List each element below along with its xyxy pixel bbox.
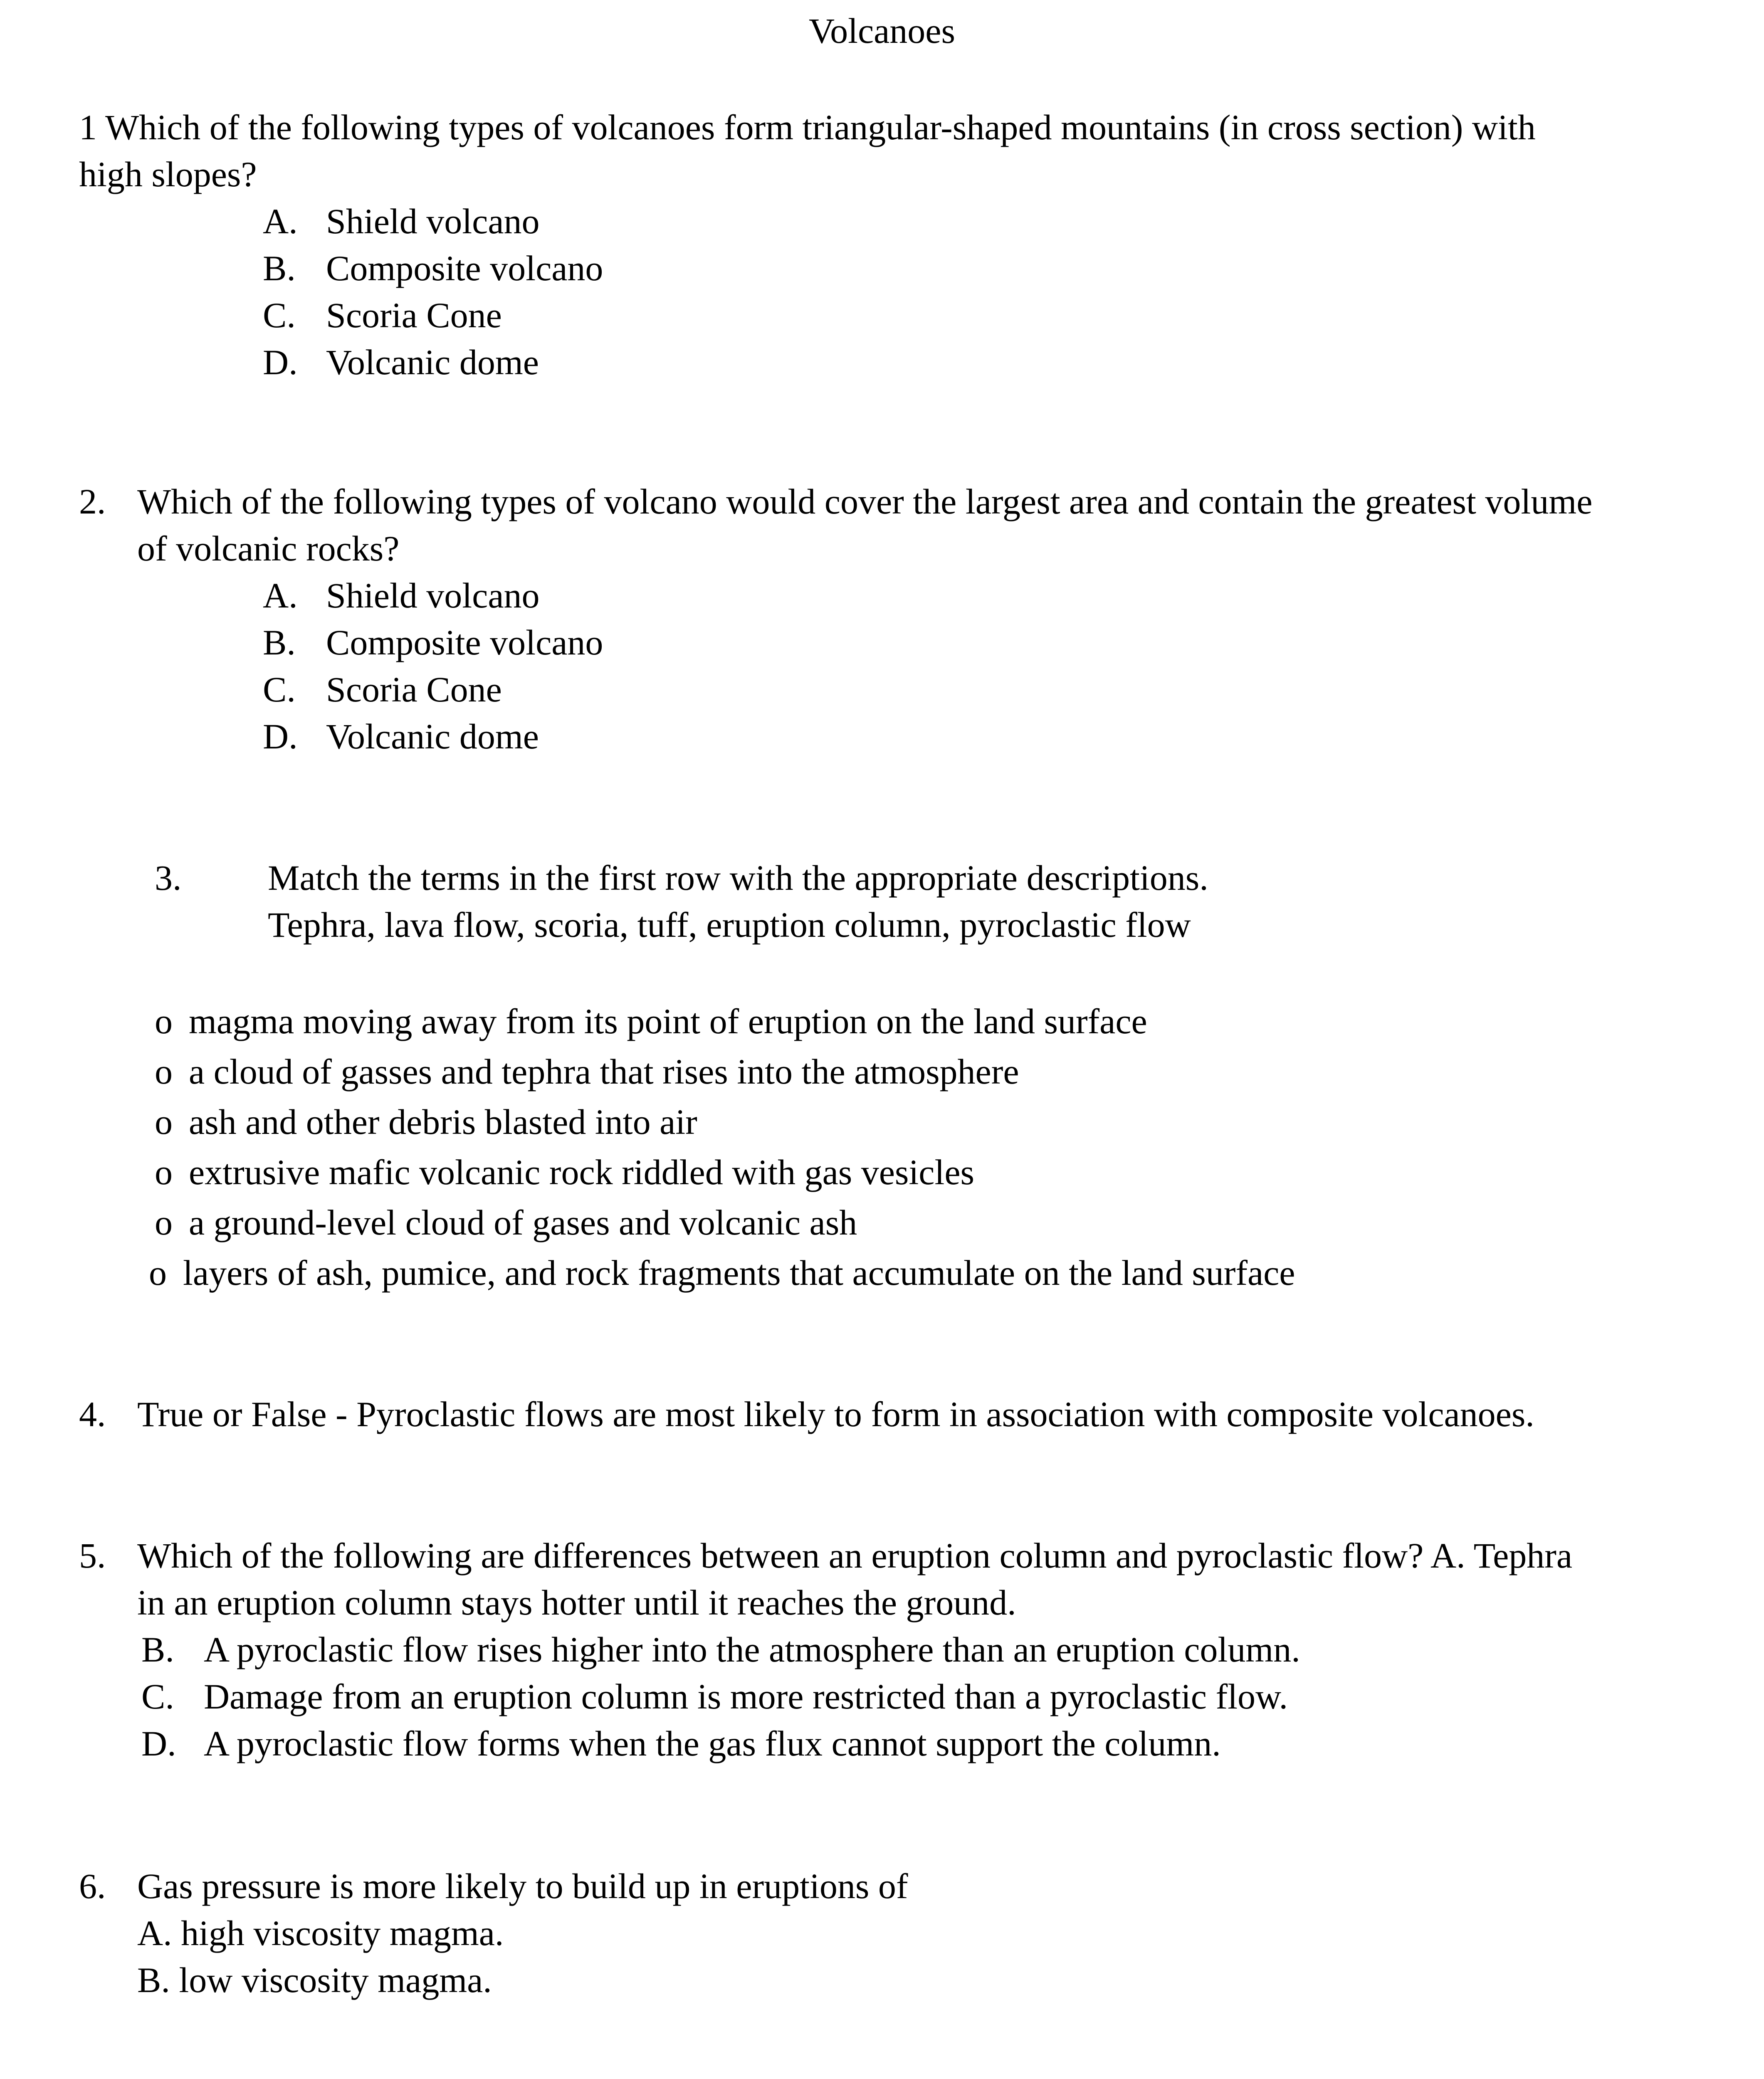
question-2-option-c (263, 666, 502, 713)
question-4-prompt (79, 1391, 1534, 1438)
option-text: A pyroclastic flow rises higher into the atmosphere than an eruption column. (204, 1630, 1300, 1669)
question-5-text: Which of the following are differences between an eruption column and pyroclastic flow? A. Tephra (137, 1536, 1573, 1575)
description-text: ash and other debris blasted into air (189, 1102, 697, 1142)
question-3-terms: Tephra, lava flow, scoria, tuff, eruption column, pyroclastic flow (268, 905, 1191, 945)
question-2-option-d (263, 713, 539, 760)
question-3-number: 3. (155, 858, 182, 898)
option-text: A pyroclastic flow forms when the gas flux cannot support the column. (204, 1723, 1221, 1763)
option-letter: D. (263, 342, 298, 382)
question-5-prompt (79, 1532, 1572, 1579)
question-6-text: Gas pressure is more likely to build up in eruptions of (137, 1866, 908, 1906)
option-letter: A. (263, 201, 298, 241)
bullet-icon: o (155, 1052, 173, 1091)
question-5-option-b (141, 1626, 1300, 1673)
question-5-prompt-continued: in an eruption column stays hotter until it reaches the ground. (137, 1583, 1016, 1622)
option-letter: C. (263, 669, 296, 709)
question-5-option-d (141, 1720, 1221, 1767)
question-2-prompt-continued: of volcanic rocks? (137, 528, 400, 568)
question-1-option-d (263, 339, 539, 386)
question-1-prompt-continued: high slopes? (79, 154, 257, 194)
question-5-option-c (141, 1673, 1288, 1720)
question-6-prompt (79, 1863, 908, 1910)
option-text: Scoria Cone (326, 669, 502, 709)
bullet-icon: o (155, 1202, 173, 1242)
option-text: Composite volcano (326, 248, 603, 288)
question-3-text: Match the terms in the first row with the appropriate descriptions. (268, 858, 1208, 898)
bullet-icon: o (149, 1253, 167, 1293)
question-6-option-b: B. low viscosity magma. (137, 1960, 492, 2000)
question-1-text: Which of the following types of volcanoes form triangular-shaped mountains (in cross section) with (105, 107, 1536, 147)
option-letter: D. (263, 716, 298, 756)
question-4-number: 4. (79, 1394, 106, 1434)
question-1-option-b (263, 245, 603, 292)
option-text: Shield volcano (326, 201, 540, 241)
description-item (155, 1199, 857, 1246)
option-letter: A. (263, 575, 298, 615)
description-item (155, 1099, 697, 1146)
question-2-text: Which of the following types of volcano would cover the largest area and contain the greatest volume (137, 481, 1593, 521)
option-text: Scoria Cone (326, 295, 502, 335)
description-item (155, 1048, 1019, 1095)
option-letter: D. (141, 1723, 176, 1763)
question-2-option-a (263, 572, 540, 619)
question-2-option-b (263, 619, 603, 666)
page-title: Volcanoes (809, 11, 955, 51)
option-text: Damage from an eruption column is more restricted than a pyroclastic flow. (204, 1677, 1288, 1716)
question-1-number: 1 (79, 107, 97, 147)
question-6-option-a: A. high viscosity magma. (137, 1913, 504, 1953)
description-text: a ground-level cloud of gases and volcanic ash (189, 1202, 857, 1242)
option-letter: B. (141, 1630, 174, 1669)
question-4-text: True or False - Pyroclastic flows are most likely to form in association with composite volcanoes. (137, 1394, 1534, 1434)
question-5-number: 5. (79, 1536, 106, 1575)
option-text: Composite volcano (326, 622, 603, 662)
description-text: magma moving away from its point of eruption on the land surface (189, 1001, 1147, 1041)
option-letter: B. (263, 622, 296, 662)
question-2-number: 2. (79, 481, 106, 521)
description-item (155, 998, 1147, 1045)
description-text: layers of ash, pumice, and rock fragments that accumulate on the land surface (183, 1253, 1295, 1293)
option-letter: C. (263, 295, 296, 335)
option-letter: C. (141, 1677, 174, 1716)
bullet-icon: o (155, 1152, 173, 1192)
option-text: Shield volcano (326, 575, 540, 615)
question-1-option-a (263, 198, 540, 245)
description-item (155, 1149, 974, 1196)
bullet-icon: o (155, 1001, 173, 1041)
question-2-prompt (79, 478, 1592, 525)
description-text: a cloud of gasses and tephra that rises into the atmosphere (189, 1052, 1019, 1091)
question-6-number: 6. (79, 1866, 106, 1906)
question-1-option-c (263, 292, 502, 339)
description-text: extrusive mafic volcanic rock riddled with gas vesicles (189, 1152, 974, 1192)
question-1-prompt (79, 104, 1536, 151)
option-text: Volcanic dome (326, 342, 539, 382)
option-letter: B. (263, 248, 296, 288)
description-item (149, 1249, 1295, 1296)
bullet-icon: o (155, 1102, 173, 1142)
option-text: Volcanic dome (326, 716, 539, 756)
